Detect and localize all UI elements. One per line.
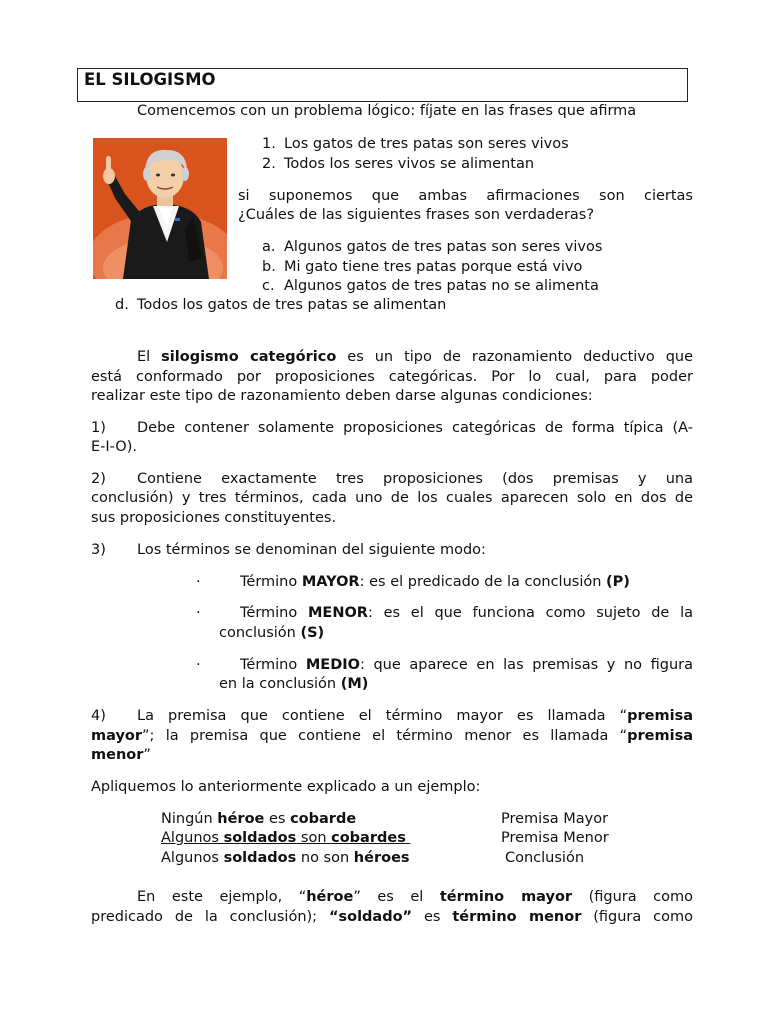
example-label-1: Premisa Mayor xyxy=(501,811,609,827)
item-text: Todos los seres vivos se alimentan xyxy=(284,155,535,172)
bullet: · xyxy=(196,657,201,673)
example-label-2: Premisa Menor xyxy=(501,830,609,846)
bullet: · xyxy=(196,574,201,590)
definition-line-2: está conformado por proposiciones categóricas. Por lo cual, para poder xyxy=(91,369,693,385)
item-text: Todos los gatos de tres patas se alimentan xyxy=(137,297,447,313)
condition-2-line-1: Contiene exactamente tres proposiciones (dos premisas y una xyxy=(137,471,693,487)
item-text: Algunos gatos de tres patas no se alimenta xyxy=(284,278,599,294)
item-text: Los gatos de tres patas son seres vivos xyxy=(284,136,569,152)
term-silogismo: silogismo categórico xyxy=(161,349,337,365)
bullet: · xyxy=(196,605,201,621)
final-line-1: En este ejemplo, “héroe” es el término mayor (figura como xyxy=(137,889,694,905)
item-letter: d. xyxy=(115,297,129,313)
condition-1-line-1: Debe contener solamente proposiciones categóricas de forma típica (A- xyxy=(137,420,693,436)
term-menor-line-2: conclusión (S) xyxy=(219,625,325,641)
condition-1-line-2: E-I-O). xyxy=(91,439,137,455)
premises-list xyxy=(262,135,569,174)
list-item xyxy=(262,238,602,258)
example-row-1: Ningún héroe es cobarde xyxy=(161,811,357,827)
item-number: 2. xyxy=(262,155,276,172)
question-line-2: ¿Cuáles de las siguientes frases son verdaderas? xyxy=(238,207,595,223)
term-menor-line-1: Término MENOR: es el que funciona como sujeto de la xyxy=(240,605,693,621)
definition-line-3: realizar este tipo de razonamiento deben darse algunas condiciones: xyxy=(91,388,593,404)
item-text: Algunos gatos de tres patas son seres vivos xyxy=(284,239,603,255)
teacher-illustration xyxy=(93,138,227,279)
intro-text: Comencemos con un problema lógico: fíjate en las frases que afirma xyxy=(137,103,637,119)
list-item xyxy=(262,135,569,155)
condition-number: 4) xyxy=(91,708,106,724)
example-row-2: Algunos soldados son cobardes xyxy=(161,830,406,846)
condition-4-line-1: La premisa que contiene el término mayor es llamada “premisa xyxy=(137,708,693,724)
definition-line-1: El silogismo categórico es un tipo de razonamiento deductivo que xyxy=(137,349,694,365)
condition-3-text: Los términos se denominan del siguiente modo: xyxy=(137,542,486,558)
final-line-2: predicado de la conclusión); “soldado” es término menor (figura como xyxy=(91,909,694,925)
example-label-3: Conclusión xyxy=(505,850,585,866)
list-item xyxy=(262,258,602,278)
condition-2-line-2: conclusión) y tres términos, cada uno de los cuales aparecen solo en dos de xyxy=(91,490,693,506)
item-letter: c. xyxy=(262,278,275,294)
condition-number: 1) xyxy=(91,420,106,436)
options-list xyxy=(262,238,602,297)
term-medio-line-2: en la conclusión (M) xyxy=(219,676,369,692)
condition-4-line-2: mayor”; la premisa que contiene el término menor es llamada “premisa xyxy=(91,728,693,744)
condition-2-line-3: sus proposiciones constituyentes. xyxy=(91,510,337,526)
example-row-3: Algunos soldados no son héroes xyxy=(161,850,410,866)
condition-4-line-3: menor” xyxy=(91,747,151,763)
item-letter: a. xyxy=(262,239,276,255)
question-line-1: si suponemos que ambas afirmaciones son ciertas xyxy=(238,188,693,204)
teacher-illustration-svg xyxy=(93,138,227,279)
item-letter: b. xyxy=(262,258,276,275)
page-title: EL SILOGISMO xyxy=(84,70,216,89)
list-item xyxy=(115,296,446,316)
title-box xyxy=(77,68,688,102)
term-mayor-line: Término MAYOR: es el predicado de la conclusión (P) xyxy=(240,574,630,590)
condition-number: 2) xyxy=(91,471,106,487)
item-text: Mi gato tiene tres patas porque está vivo xyxy=(284,258,583,275)
condition-number: 3) xyxy=(91,542,106,558)
list-item xyxy=(262,155,569,175)
list-item xyxy=(262,277,602,297)
example-intro: Apliquemos lo anteriormente explicado a un ejemplo: xyxy=(91,779,481,795)
item-number: 1. xyxy=(262,136,276,152)
term-medio-line-1: Término MEDIO: que aparece en las premisas y no figura xyxy=(240,657,693,673)
